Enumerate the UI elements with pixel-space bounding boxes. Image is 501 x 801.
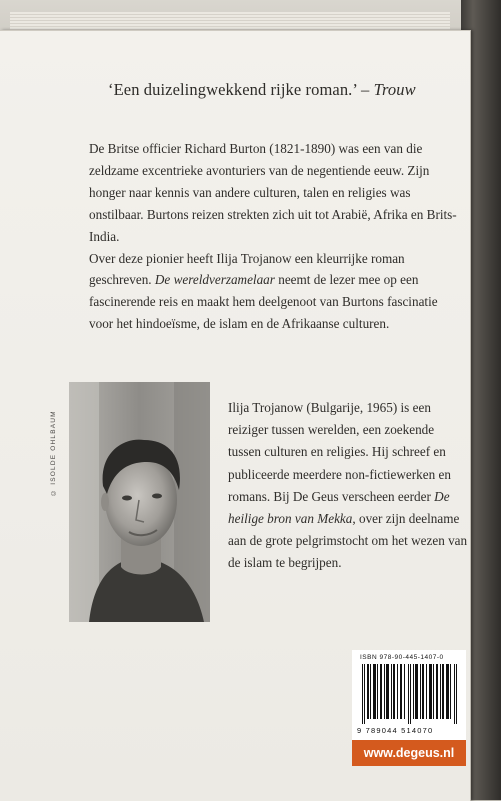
isbn-label: ISBN 978-90-445-1407-0 <box>360 654 444 661</box>
blurb-paragraph-1: De Britse officier Richard Burton (1821-1890) was een van die zeldzame excentrieke avonturiers van de negentiende eeuw. Zijn honger naar kennis van andere culturen, talen en religies was onstilbaar. Burtons reizen strekten zich uit tot Arabië, Afrika en Brits-India. <box>89 141 457 244</box>
ean-digits: 9 789044 514070 <box>357 726 434 735</box>
blurb-paragraph-2 <box>89 248 459 336</box>
bio-rest: , over zijn deelname aan de grote pelgrimstocht om het wezen van de islam te begrijpen. <box>228 511 468 571</box>
photo-credit: © ISOLDE OHLBAUM <box>50 410 57 496</box>
book-title: De wereldverzamelaar <box>154 272 275 288</box>
earlier-book-title: De heilige bron van Mekka <box>228 488 450 527</box>
review-quote <box>108 80 468 100</box>
blurb <box>89 138 459 335</box>
quote-dash: – <box>356 80 374 99</box>
barcode <box>360 664 460 724</box>
blurb-p2-lead: Over deze pionier heeft Ilija Trojanow een kleurrijke roman geschreven. <box>89 250 405 288</box>
quote-source: Trouw <box>373 80 416 99</box>
publisher-website: www.degeus.nl <box>352 740 466 766</box>
quote-text: ‘Een duizelingwekkend rijke roman.’ <box>108 80 357 99</box>
bio-lead: Ilija Trojanow (Bulgarije, 1965) is een reiziger tussen werelden, een zoekende tussen culturen en religies. Hij schreef en publiceerde meerdere non-fictiewerken en romans. Bij De Geus verscheen eerder <box>228 400 451 504</box>
blurb-p2-rest: neemt de lezer mee op een fascinerende reis en maakt hem deelgenoot van Burtons fascinatie voor het hindoeïsme, de islam en de Afrikaanse culturen. <box>89 272 438 332</box>
author-photo <box>69 382 210 622</box>
author-bio <box>228 397 468 575</box>
